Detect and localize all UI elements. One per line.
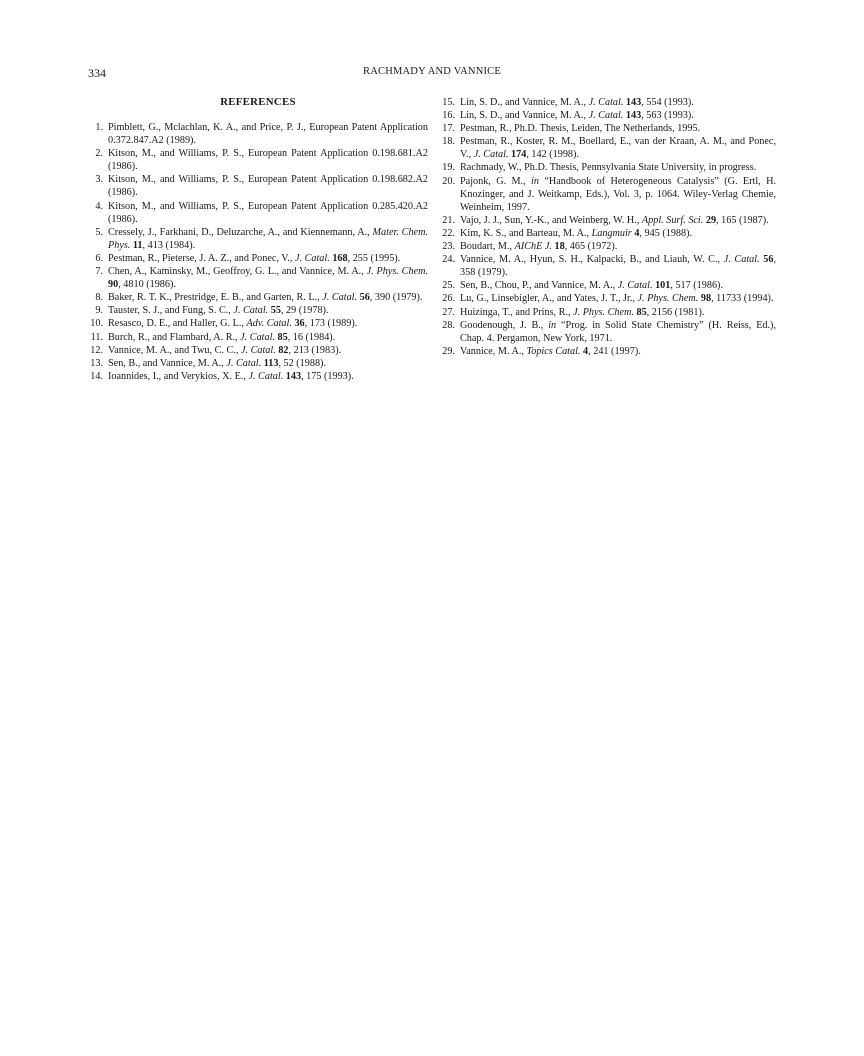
reference-fragment: , 213 (1983). — [288, 344, 342, 356]
reference-fragment: , 165 (1987). — [716, 214, 769, 226]
reference-text — [108, 358, 326, 369]
reference-number: 23. — [442, 241, 455, 253]
reference-text — [108, 122, 428, 146]
reference-fragment: , 554 (1993). — [641, 97, 694, 108]
journal-title: in — [531, 175, 539, 187]
reference-text — [460, 307, 704, 318]
reference-number: 2. — [95, 148, 103, 160]
reference-number: 9. — [95, 305, 103, 317]
journal-title: Topics Catal. — [526, 345, 581, 357]
reference-number: 5. — [95, 226, 103, 238]
running-head: RACHMADY AND VANNICE — [363, 66, 501, 77]
references-heading: REFERENCES — [220, 96, 296, 108]
reference-fragment: Huizinga, T., and Prins, R., — [460, 306, 574, 318]
reference-fragment: Chen, A., Kaminsky, M., Geoffroy, G. L., and Vannice, M. A., — [108, 266, 367, 278]
reference-number: 17. — [442, 123, 455, 135]
reference-number: 18. — [442, 136, 455, 148]
reference-fragment: Resasco, D. E., and Haller, G. L., — [108, 318, 247, 330]
reference-fragment: Lin, S. D., and Vannice, M. A., — [460, 110, 589, 122]
reference-text — [108, 253, 400, 264]
reference-fragment: , 945 (1988). — [639, 227, 693, 239]
journal-title: J. Catal. — [322, 292, 358, 304]
journal-title: J. Catal. — [294, 252, 330, 264]
references-left-column — [88, 96, 428, 383]
journal-title: Appl. Surf. Sci. — [641, 214, 704, 226]
reference-fragment: Rachmady, W., Ph.D. Thesis, Pennsylvania State University, in progress. — [460, 162, 757, 174]
reference-number: 28. — [442, 319, 455, 331]
journal-title: Langmuir — [591, 227, 632, 239]
volume-number: 11 — [132, 239, 143, 251]
volume-number: 82 — [278, 344, 289, 356]
reference-item — [88, 121, 428, 147]
reference-fragment: Burch, R., and Flambard, A. R., — [108, 331, 241, 343]
reference-number: 21. — [442, 214, 455, 226]
reference-number: 24. — [442, 254, 455, 266]
reference-fragment: Vannice, M. A., and Twu, C. C., — [108, 344, 241, 356]
reference-fragment: , 29 (1978). — [280, 305, 329, 317]
reference-item — [440, 109, 776, 122]
volume-number: 143 — [625, 97, 642, 108]
volume-number: 29 — [705, 214, 717, 226]
reference-item — [88, 200, 428, 226]
volume-number: 143 — [285, 370, 302, 382]
reference-fragment: , 358 (1979). — [460, 254, 777, 279]
volume-number: 143 — [625, 110, 642, 122]
reference-fragment: Vannice, M. A., Hyun, S. H., Kalpacki, B., and Liauh, W. C., — [460, 254, 724, 266]
reference-fragment: Goodenough, J. B., — [460, 319, 549, 331]
reference-fragment: Baker, R. T. K., Prestridge, E. B., and Garten, R. L., — [108, 292, 323, 304]
page-number: 334 — [88, 66, 106, 80]
reference-text — [460, 228, 692, 239]
reference-fragment: Vajo, J. J., Sun, Y.-K., and Weinberg, W. H., — [460, 214, 642, 226]
journal-title: AIChE J. — [514, 241, 552, 253]
reference-fragment: , 175 (1993). — [301, 370, 354, 382]
reference-text — [460, 241, 617, 252]
journal-title: J. Catal. — [240, 344, 276, 356]
volume-number: 18 — [554, 241, 565, 253]
reference-text — [108, 305, 328, 316]
journal-title: J. Catal. — [617, 280, 653, 292]
reference-item — [440, 227, 776, 240]
references-right-column — [440, 96, 776, 358]
journal-title: Mater. Chem. Phys. — [108, 226, 428, 251]
reference-item — [440, 319, 776, 345]
volume-number: 85 — [277, 331, 288, 343]
reference-fragment: , 173 (1989). — [304, 318, 358, 330]
reference-number: 26. — [442, 293, 455, 305]
reference-text — [460, 176, 776, 213]
reference-item — [88, 344, 428, 357]
reference-text — [460, 293, 774, 304]
reference-item — [440, 214, 776, 227]
journal-title: J. Catal. — [226, 357, 262, 369]
reference-text — [460, 123, 700, 134]
reference-fragment: Lin, S. D., and Vannice, M. A., — [460, 97, 589, 108]
reference-item — [440, 345, 776, 358]
reference-number: 25. — [442, 280, 455, 292]
reference-fragment: Pestman, R., Koster, R. M., Boellard, E., van der Kraan, A. M., and Ponec, V., — [460, 136, 776, 161]
reference-text — [108, 201, 428, 225]
reference-item — [88, 265, 428, 291]
reference-text — [108, 318, 357, 329]
reference-text — [108, 148, 428, 172]
reference-item — [440, 175, 776, 214]
reference-item — [88, 370, 428, 383]
reference-fragment: Sen, B., and Vannice, M. A., — [108, 357, 227, 369]
journal-title: J. Phys. Chem. — [366, 266, 428, 278]
journal-title: Adv. Catal. — [246, 318, 292, 330]
reference-fragment: , 465 (1972). — [564, 241, 618, 253]
reference-item — [440, 161, 776, 174]
reference-text — [108, 227, 428, 251]
reference-number: 6. — [95, 252, 103, 264]
reference-item — [440, 292, 776, 305]
journal-title: J. Phys. Chem. — [637, 293, 699, 305]
reference-item — [88, 357, 428, 370]
reference-text — [460, 346, 641, 357]
reference-fragment: , 16 (1984). — [287, 331, 336, 343]
reference-fragment: “Prog. in Solid State Chemistry” (H. Reiss, Ed.), Chap. 4. Pergamon, New York, 1971. — [460, 319, 776, 344]
page-header — [88, 66, 776, 80]
reference-text — [460, 215, 769, 226]
reference-list — [88, 121, 428, 383]
reference-fragment: Cressely, J., Farkhani, D., Deluzarche, A., and Kiennemann, A., — [108, 226, 373, 238]
volume-number: 168 — [332, 252, 348, 264]
reference-fragment: Pestman, R., Pieterse, J. A. Z., and Ponec, V., — [108, 252, 295, 264]
volume-number: 174 — [511, 149, 527, 161]
reference-item — [88, 252, 428, 265]
reference-fragment: Kitson, M., and Williams, P. S., European Patent Application 0.198.682.A2 (1986). — [108, 174, 428, 199]
reference-item — [88, 291, 428, 304]
reference-fragment: , 390 (1979). — [369, 292, 423, 304]
reference-item — [440, 240, 776, 253]
reference-text — [108, 266, 428, 290]
reference-fragment: Pimblett, G., Mclachlan, K. A., and Price, P. J., European Patent Application 0.372.847.A2 (1989). — [108, 122, 428, 147]
journal-title: J. Catal. — [723, 254, 760, 266]
reference-number: 8. — [95, 292, 103, 304]
reference-number: 10. — [90, 318, 103, 330]
reference-number: 11. — [90, 331, 103, 343]
reference-fragment: , 241 (1997). — [588, 345, 641, 357]
journal-title: J. Catal. — [248, 370, 284, 382]
volume-number: 36 — [294, 318, 305, 330]
volume-number: 113 — [263, 357, 279, 369]
reference-fragment: , 517 (1986). — [670, 280, 723, 292]
reference-number: 15. — [442, 97, 455, 108]
reference-item — [440, 253, 776, 279]
reference-fragment: , 413 (1984). — [142, 239, 196, 251]
journal-title: J. Catal. — [240, 331, 275, 343]
reference-text — [460, 320, 776, 344]
reference-text — [460, 136, 776, 160]
volume-number: 56 — [763, 254, 774, 266]
reference-item — [440, 122, 776, 135]
reference-text — [108, 345, 341, 356]
reference-number: 16. — [442, 110, 455, 122]
journal-title: J. Phys. Chem. — [573, 306, 634, 318]
journal-title: in — [548, 319, 557, 331]
volume-number: 98 — [700, 293, 712, 305]
reference-number: 19. — [442, 162, 455, 174]
reference-fragment: Ioannides, I., and Verykios, X. E., — [108, 370, 249, 382]
journal-title: J. Catal. — [588, 97, 624, 108]
reference-fragment: Pestman, R., Ph.D. Thesis, Leiden, The Netherlands, 1995. — [460, 123, 701, 135]
reference-fragment: Boudart, M., — [460, 241, 515, 253]
reference-text — [108, 371, 354, 382]
reference-fragment: , 4810 (1986). — [118, 279, 176, 291]
reference-fragment: Vannice, M. A., — [460, 345, 527, 357]
reference-fragment: Sen, B., Chou, P., and Vannice, M. A., — [460, 280, 618, 292]
volume-number: 90 — [108, 279, 119, 291]
reference-item — [88, 331, 428, 344]
reference-number: 3. — [95, 174, 103, 186]
volume-number: 55 — [270, 305, 281, 317]
volume-number: 56 — [359, 292, 370, 304]
reference-number: 13. — [90, 357, 103, 369]
reference-number: 7. — [95, 266, 103, 278]
reference-number: 22. — [442, 227, 455, 239]
reference-list — [440, 96, 776, 358]
reference-fragment: , 142 (1998). — [526, 149, 579, 161]
reference-text — [460, 280, 723, 291]
volume-number: 85 — [636, 306, 647, 318]
reference-item — [88, 147, 428, 173]
reference-text — [460, 162, 756, 173]
reference-number: 20. — [442, 175, 455, 187]
reference-item — [440, 279, 776, 292]
reference-fragment: Kitson, M., and Williams, P. S., European Patent Application 0.285.420.A2 (1986). — [108, 200, 428, 225]
reference-fragment: Lu, G., Linsebigler, A., and Yates, J. T., Jr., — [460, 293, 638, 305]
reference-number: 4. — [95, 200, 103, 212]
reference-item — [88, 317, 428, 330]
reference-item — [88, 226, 428, 252]
journal-title: J. Catal. — [588, 110, 624, 122]
reference-number: 1. — [95, 122, 103, 133]
reference-text — [460, 254, 776, 278]
reference-item — [440, 96, 776, 109]
reference-number: 27. — [442, 306, 455, 318]
volume-number: 101 — [655, 280, 671, 292]
reference-fragment: Kitson, M., and Williams, P. S., European Patent Application 0.198.681.A2 (1986). — [108, 148, 428, 173]
reference-number: 12. — [90, 344, 103, 356]
reference-fragment: Tauster, S. J., and Fung, S. C., — [108, 305, 234, 317]
reference-item — [88, 173, 428, 199]
reference-number: 14. — [90, 370, 103, 382]
reference-fragment: , 52 (1988). — [278, 357, 326, 369]
reference-fragment: Kim, K. S., and Barteau, M. A., — [460, 227, 592, 239]
volume-number: 4 — [634, 227, 640, 239]
reference-number: 29. — [442, 345, 455, 357]
reference-text — [108, 174, 428, 198]
reference-fragment: , 11733 (1994). — [711, 293, 774, 305]
reference-item — [88, 304, 428, 317]
reference-text — [460, 97, 694, 108]
reference-fragment: , 2156 (1981). — [646, 306, 705, 318]
reference-fragment: , 255 (1995). — [347, 252, 401, 264]
reference-text — [460, 110, 694, 121]
journal-title: J. Catal. — [233, 305, 269, 317]
reference-text — [108, 332, 335, 343]
journal-title: J. Catal. — [473, 149, 509, 161]
reference-fragment: Pajonk, G. M., — [460, 175, 532, 187]
reference-item — [440, 306, 776, 319]
reference-item — [440, 135, 776, 161]
volume-number: 4 — [583, 345, 589, 357]
reference-text — [108, 292, 422, 303]
reference-fragment: “Handbook of Heterogeneous Catalysis” (G. Ertl, H. Knozinger, and J. Weitkamp, Eds.), Vol. 3, p. 1064. Wiley-Verlag Chemie, Weinheim, 1997. — [460, 175, 776, 213]
reference-fragment: , 563 (1993). — [641, 110, 694, 122]
